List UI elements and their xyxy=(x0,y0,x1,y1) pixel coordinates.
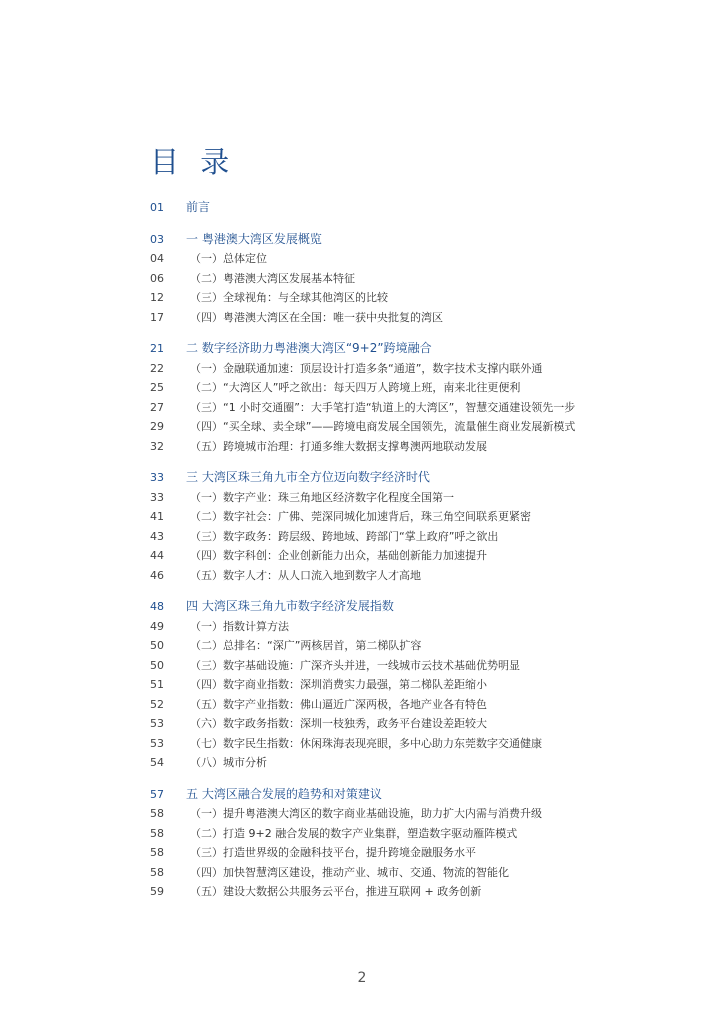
toc-entry-title: 二 数字经济助力粤港澳大湾区“9+2”跨境融合 xyxy=(186,341,432,355)
toc-section-entry[interactable] xyxy=(150,804,670,824)
toc-page-number: 44 xyxy=(150,549,164,562)
toc-chapter-entry[interactable] xyxy=(150,785,670,805)
toc-entry-title: （六）数字政务指数：深圳一枝独秀，政务平台建设差距较大 xyxy=(190,717,487,730)
toc-page-number: 21 xyxy=(150,342,164,355)
toc-section-entry[interactable] xyxy=(150,675,670,695)
toc-section-entry[interactable] xyxy=(150,359,670,379)
toc-section-entry[interactable] xyxy=(150,863,670,883)
toc-page-number: 29 xyxy=(150,420,164,433)
toc-section-entry[interactable] xyxy=(150,843,670,863)
toc-entry-title: （二）“大湾区人”呼之欲出：每天四万人跨境上班，南来北往更便利 xyxy=(190,381,521,394)
section-gap xyxy=(150,585,670,597)
toc-page-number: 32 xyxy=(150,439,164,453)
toc-entry-title: 三 大湾区珠三角九市全方位迈向数字经济时代 xyxy=(186,470,430,484)
toc-entry-title: （一）提升粤港澳大湾区的数字商业基础设施，助力扩大内需与消费升级 xyxy=(190,807,542,820)
toc-page-number: 06 xyxy=(150,271,164,285)
toc-chapter-entry[interactable] xyxy=(150,339,670,359)
toc-section-entry[interactable] xyxy=(150,753,670,773)
toc-section-entry[interactable] xyxy=(150,824,670,844)
toc-section-entry[interactable] xyxy=(150,617,670,637)
toc-section-entry[interactable] xyxy=(150,288,670,308)
toc-entry-title: （四）数字商业指数：深圳消费实力最强，第二梯队差距缩小 xyxy=(190,678,487,691)
section-gap xyxy=(150,218,670,230)
toc-page-number: 33 xyxy=(150,471,164,484)
toc-section-entry[interactable] xyxy=(150,398,670,418)
toc-entry-title: （四）数字科创：企业创新能力出众，基础创新能力加速提升 xyxy=(190,549,487,562)
toc-section-entry[interactable] xyxy=(150,507,670,527)
toc-entry-title: （四）“买全球、卖全球”——跨境电商发展全国领先，流量催生商业发展新模式 xyxy=(190,420,576,433)
toc-entry-title: （五）数字人才：从人口流入地到数字人才高地 xyxy=(190,568,421,582)
toc-entry-title: （二）总排名：“深广”两核居首，第二梯队扩容 xyxy=(190,639,422,652)
toc-section-entry[interactable] xyxy=(150,488,670,508)
toc-entry-title: （七）数字民生指数：休闲珠海表现亮眼，多中心助力东莞数字交通健康 xyxy=(190,736,542,750)
toc-entry-title: 前言 xyxy=(186,200,211,214)
toc-page-number: 57 xyxy=(150,787,164,801)
toc-entry-title: （一）指数计算方法 xyxy=(190,619,289,633)
toc-page-number: 12 xyxy=(150,291,164,304)
toc-entry-title: （五）跨境城市治理：打通多维大数据支撑粤澳两地联动发展 xyxy=(190,439,487,453)
toc-page-number: 58 xyxy=(150,865,164,879)
section-gap xyxy=(150,456,670,468)
toc-section-entry[interactable] xyxy=(150,308,670,328)
toc-page-number: 01 xyxy=(150,201,164,214)
toc-entry-title: （四）粤港澳大湾区在全国：唯一获中央批复的湾区 xyxy=(190,310,443,324)
section-gap xyxy=(150,773,670,785)
toc-page-number: 27 xyxy=(150,400,164,414)
toc-page-number: 58 xyxy=(150,846,164,859)
toc-section-entry[interactable] xyxy=(150,636,670,656)
toc-page-number: 53 xyxy=(150,717,164,730)
toc-page-number: 25 xyxy=(150,381,164,394)
toc-section-entry[interactable] xyxy=(150,437,670,457)
toc-entry-title: （二）粤港澳大湾区发展基本特征 xyxy=(190,271,355,285)
toc-section-entry[interactable] xyxy=(150,714,670,734)
toc-entry-title: （八）城市分析 xyxy=(190,756,267,769)
toc-section-entry[interactable] xyxy=(150,656,670,676)
toc-page-number: 41 xyxy=(150,510,164,523)
toc-page-number: 53 xyxy=(150,736,164,750)
toc-entry-title: 四 大湾区珠三角九市数字经济发展指数 xyxy=(186,599,394,613)
toc-page-number: 50 xyxy=(150,639,164,652)
toc-section-entry[interactable] xyxy=(150,882,670,902)
toc-entry-title: （五）数字产业指数：佛山逼近广深两极，各地产业各有特色 xyxy=(190,697,487,711)
toc-entry-title: 五 大湾区融合发展的趋势和对策建议 xyxy=(186,786,382,801)
toc-page-number: 17 xyxy=(150,310,164,324)
toc-page-number: 58 xyxy=(150,826,164,840)
toc-entry-title: （三）打造世界级的金融科技平台，提升跨境金融服务水平 xyxy=(190,846,476,859)
toc-section-entry[interactable] xyxy=(150,566,670,586)
toc-entry-title: （三）数字政务：跨层级、跨地域、跨部门“掌上政府”呼之欲出 xyxy=(190,529,499,543)
toc-entry-title: （三）数字基础设施：广深齐头并进，一线城市云技术基础优势明显 xyxy=(190,658,520,672)
toc-page-number: 49 xyxy=(150,619,164,633)
toc-page-number: 46 xyxy=(150,568,164,582)
toc-page-number: 54 xyxy=(150,756,164,769)
toc-chapter-entry[interactable] xyxy=(150,230,670,250)
toc-entry-title: （一）金融联通加速：顶层设计打造多条“通道”，数字技术支撑内联外通 xyxy=(190,361,543,375)
toc-section-entry[interactable] xyxy=(150,269,670,289)
toc-section-entry[interactable] xyxy=(150,249,670,269)
toc-entry-title: 一 粤港澳大湾区发展概览 xyxy=(186,231,322,246)
toc-page-number: 58 xyxy=(150,807,164,820)
toc-entry-title: （五）建设大数据公共服务云平台，推进互联网 + 政务创新 xyxy=(190,885,482,898)
toc-page-number: 43 xyxy=(150,529,164,543)
toc-page-number: 04 xyxy=(150,252,164,265)
toc-chapter-entry[interactable] xyxy=(150,597,670,617)
toc-page-number: 03 xyxy=(150,232,164,246)
toc-page-number: 59 xyxy=(150,885,164,898)
toc-page-number: 50 xyxy=(150,658,164,672)
table-of-contents xyxy=(150,198,670,902)
toc-page-number: 33 xyxy=(150,490,164,504)
toc-section-entry[interactable] xyxy=(150,734,670,754)
toc-page-number: 48 xyxy=(150,600,164,613)
page-title: 目 录 xyxy=(150,145,236,179)
toc-section-entry[interactable] xyxy=(150,417,670,437)
toc-entry-title: （四）加快智慧湾区建设，推动产业、城市、交通、物流的智能化 xyxy=(190,865,509,879)
toc-page-number: 51 xyxy=(150,678,164,691)
toc-page-number: 52 xyxy=(150,697,164,711)
section-gap xyxy=(150,327,670,339)
toc-chapter-entry[interactable] xyxy=(150,468,670,488)
toc-section-entry[interactable] xyxy=(150,546,670,566)
toc-section-entry[interactable] xyxy=(150,527,670,547)
toc-entry-title: （三）全球视角：与全球其他湾区的比较 xyxy=(190,291,388,304)
toc-section-entry[interactable] xyxy=(150,378,670,398)
toc-entry-title: （一）总体定位 xyxy=(190,252,267,265)
toc-page-number: 22 xyxy=(150,361,164,375)
toc-section-entry[interactable] xyxy=(150,695,670,715)
toc-entry-title: （一）数字产业：珠三角地区经济数字化程度全国第一 xyxy=(190,490,454,504)
page-number: 2 xyxy=(357,970,367,986)
toc-chapter-entry[interactable] xyxy=(150,198,670,218)
toc-entry-title: （二）数字社会：广佛、莞深同城化加速背后，珠三角空间联系更紧密 xyxy=(190,510,531,523)
toc-entry-title: （二）打造 9+2 融合发展的数字产业集群，塑造数字驱动雁阵模式 xyxy=(190,826,518,840)
toc-entry-title: （三）“1 小时交通圈”：大手笔打造“轨道上的大湾区”，智慧交通建设领先一步 xyxy=(190,400,576,414)
